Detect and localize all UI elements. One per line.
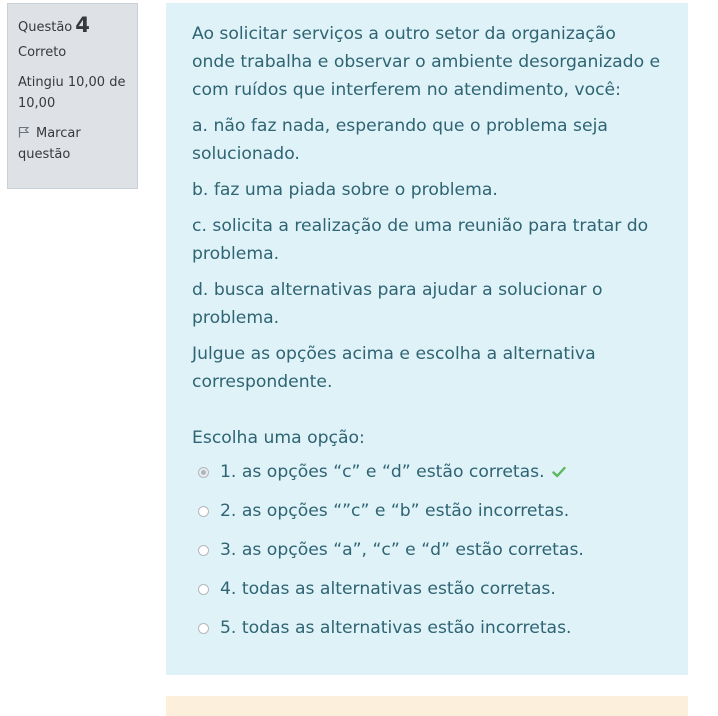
answer-option-label: 3. as opções “a”, “c” e “d” estão corretas.: [220, 540, 584, 560]
flag-question-link[interactable]: [18, 123, 127, 165]
flag-icon: [18, 126, 30, 138]
question-number-value: 4: [75, 13, 90, 37]
question-text: [192, 20, 662, 396]
correct-check-icon: [552, 466, 566, 478]
answer-option-5[interactable]: [192, 614, 662, 642]
question-instruction: Julgue as opções acima e escolha a alternativa correspondente.: [192, 344, 596, 392]
radio-button[interactable]: [198, 545, 209, 556]
question-state: Correto: [18, 45, 67, 60]
answer-option-4[interactable]: [192, 575, 662, 603]
question-grade: Atingiu 10,00 de 10,00: [18, 75, 126, 111]
answer-option-label: 1. as opções “c” e “d” estão corretas.: [220, 462, 545, 482]
question-item-b: b. faz uma piada sobre o problema.: [192, 180, 498, 200]
question-item-d: d. busca alternativas para ajudar a solucionar o problema.: [192, 280, 603, 328]
radio-selected[interactable]: [198, 467, 209, 478]
radio-button[interactable]: [198, 506, 209, 517]
question-content: [166, 3, 688, 675]
answer-option-label: 4. todas as alternativas estão corretas.: [220, 579, 556, 599]
question-label: Questão: [18, 20, 73, 35]
answer-option-3[interactable]: [192, 536, 662, 564]
question-item-a: a. não faz nada, esperando que o problema seja solucionado.: [192, 116, 608, 164]
answer-option-label: 5. todas as alternativas estão incorretas.: [220, 618, 572, 638]
radio-button[interactable]: [198, 584, 209, 595]
question-number: [18, 14, 127, 38]
question-item-c: c. solicita a realização de uma reunião para tratar do problema.: [192, 216, 649, 264]
answer-option-2[interactable]: [192, 497, 662, 525]
answer-options: [192, 458, 662, 642]
feedback-panel-edge: [166, 696, 688, 716]
radio-button[interactable]: [198, 623, 209, 634]
answer-option-1[interactable]: [192, 458, 662, 486]
flag-question-label: Marcar questão: [18, 126, 81, 162]
choose-option-prompt: Escolha uma opção:: [192, 428, 365, 448]
answer-option-label: 2. as opções “”c” e “b” estão incorretas.: [220, 501, 570, 521]
question-paragraph: Ao solicitar serviços a outro setor da organização onde trabalha e observar o ambiente desorganizado e com ruídos que interferem no atendimento, você:: [192, 24, 661, 100]
question-info-panel: [7, 3, 138, 189]
